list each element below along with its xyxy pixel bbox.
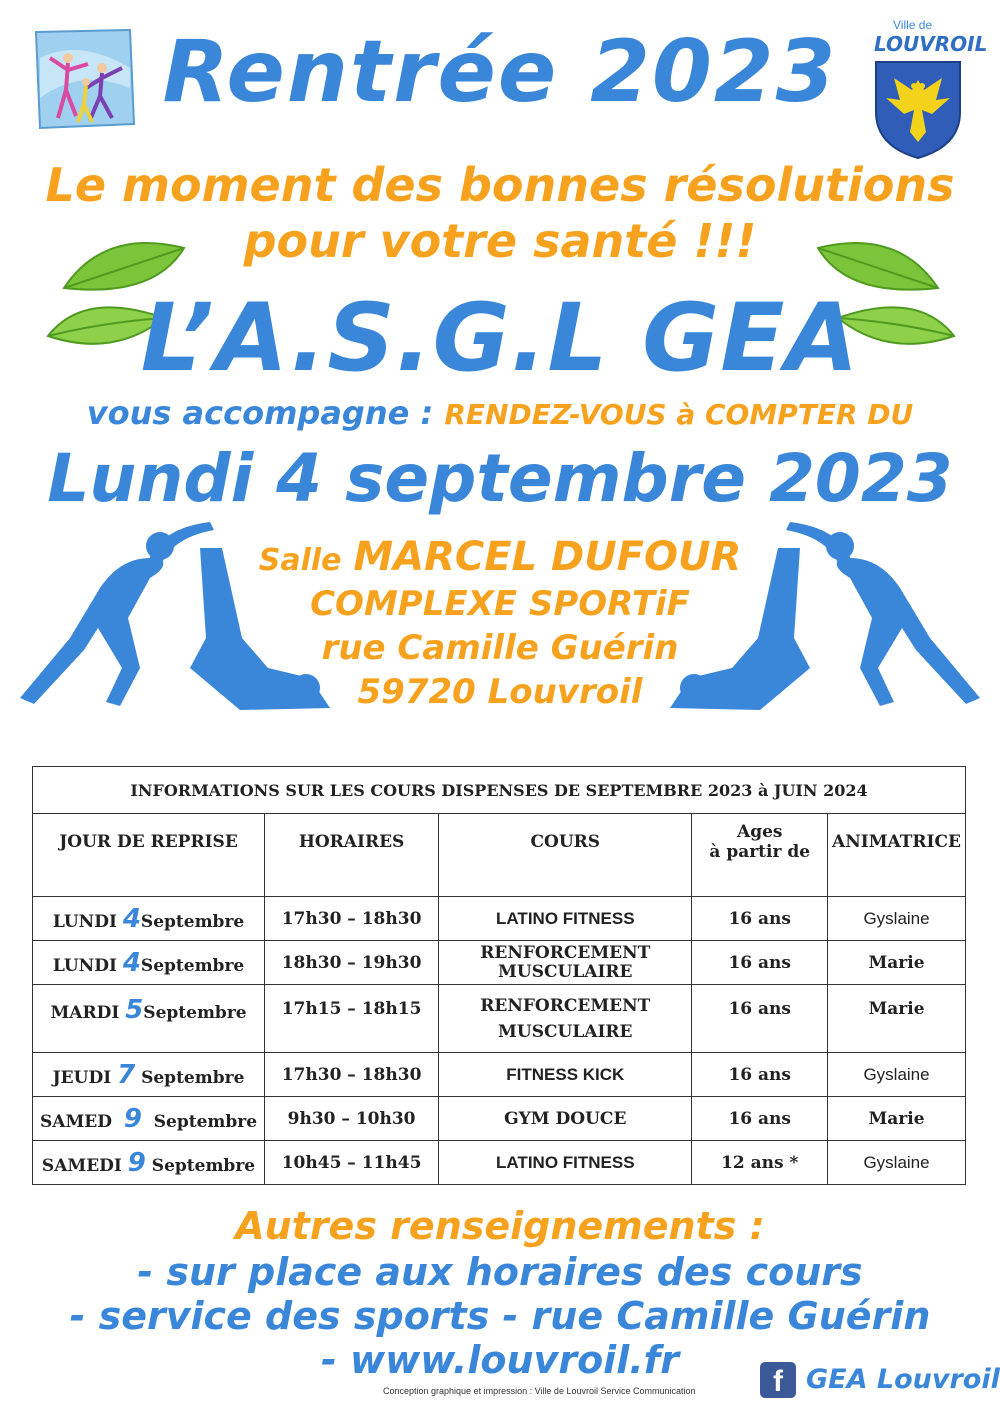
- venue-complex: COMPLEXE SPORTiF: [310, 584, 690, 624]
- schedule-table: [32, 766, 966, 1185]
- cell-instructor: Gyslaine: [828, 1053, 966, 1097]
- club-name: L’A.S.G.L GEA: [140, 284, 860, 393]
- day-name: LUNDI: [52, 911, 117, 932]
- table-row: [33, 1141, 966, 1185]
- credit-text: Conception graphique et impression : Ville de Louvroil Service Communication: [383, 1386, 696, 1396]
- cell-day: [33, 1053, 265, 1097]
- cell-hours: 17h15 – 18h15: [265, 985, 439, 1053]
- page-title: Rentrée 2023: [162, 22, 838, 122]
- cell-course: GYM DOUCE: [439, 1097, 692, 1141]
- venue-salle-prefix: Salle: [258, 543, 342, 578]
- header-course: COURS: [439, 814, 692, 897]
- table-row: [33, 1097, 966, 1141]
- cell-day: [33, 897, 265, 941]
- day-month: Septembre: [153, 1111, 258, 1132]
- cell-instructor: Marie: [828, 941, 966, 985]
- cell-age: 16 ans: [692, 897, 828, 941]
- header-day: JOUR DE REPRISE: [33, 814, 265, 897]
- cell-instructor: Marie: [828, 1097, 966, 1141]
- start-date: Lundi 4 septembre 2023: [47, 440, 953, 517]
- cell-hours: 18h30 – 19h30: [265, 941, 439, 985]
- cell-age: 16 ans: [692, 1053, 828, 1097]
- day-name: JEUDI: [52, 1067, 112, 1088]
- cell-instructor: Gyslaine: [828, 897, 966, 941]
- day-month: Septembre: [140, 955, 245, 976]
- day-name: LUNDI: [52, 955, 117, 976]
- cell-course: FITNESS KICK: [439, 1053, 692, 1097]
- table-caption: INFORMATIONS SUR LES COURS DISPENSES DE SEPTEMBRE 2023 à JUIN 2024: [33, 767, 966, 814]
- day-month: Septembre: [143, 1003, 247, 1023]
- header-ages: [692, 814, 828, 897]
- cell-course: RENFORCEMENT MUSCULAIRE: [439, 985, 692, 1053]
- accompany-suffix: RENDEZ-VOUS à COMPTER DU: [444, 398, 914, 431]
- website-link[interactable]: - www.louvroil.fr: [321, 1338, 679, 1382]
- cell-age: 16 ans: [692, 941, 828, 985]
- cell-course: LATINO FITNESS: [439, 897, 692, 941]
- cell-day: [33, 1141, 265, 1185]
- header-hours: HORAIRES: [265, 814, 439, 897]
- cell-hours: 17h30 – 18h30: [265, 897, 439, 941]
- table-row: [33, 897, 966, 941]
- accompany-line: [0, 394, 1000, 432]
- venue-city: 59720 Louvroil: [357, 672, 643, 712]
- venue-salle-name: MARCEL DUFOUR: [353, 534, 742, 580]
- day-number: 7: [117, 1059, 136, 1090]
- venue-street: rue Camille Guérin: [321, 628, 679, 668]
- day-number: 9: [127, 1147, 146, 1178]
- day-name: MARDI: [50, 1003, 120, 1023]
- day-name: SAMED: [39, 1111, 112, 1132]
- header-ages-line2: à partir de: [709, 842, 811, 862]
- cell-instructor: Marie: [828, 985, 966, 1053]
- tagline-line2: pour votre santé !!!: [243, 214, 757, 268]
- cell-hours: 10h45 – 11h45: [265, 1141, 439, 1185]
- tagline-line1: Le moment des bonnes résolutions: [45, 158, 955, 212]
- cell-course: RENFORCEMENT MUSCULAIRE: [439, 941, 692, 985]
- table-row: [33, 941, 966, 985]
- header-ages-line1: Ages: [737, 822, 783, 842]
- logo-text-line2: LOUVROIL: [874, 32, 988, 56]
- day-month: Septembre: [140, 911, 245, 932]
- more-info-line1: - sur place aux horaires des cours: [137, 1250, 863, 1294]
- venue-salle: [0, 534, 1000, 580]
- facebook-icon[interactable]: f: [760, 1362, 796, 1398]
- cell-hours: 9h30 – 10h30: [265, 1097, 439, 1141]
- cell-day: [33, 941, 265, 985]
- cell-course: LATINO FITNESS: [439, 1141, 692, 1185]
- day-name: SAMEDI: [41, 1155, 122, 1176]
- cell-day: [33, 1097, 265, 1141]
- facebook-label[interactable]: GEA Louvroil: [806, 1364, 1000, 1395]
- day-number: 4: [122, 903, 141, 934]
- cell-day: [33, 985, 265, 1053]
- table-row: [33, 985, 966, 1053]
- day-number: 4: [122, 947, 141, 978]
- cell-age: 16 ans: [692, 1097, 828, 1141]
- cell-hours: 17h30 – 18h30: [265, 1053, 439, 1097]
- accompany-prefix: vous accompagne :: [86, 394, 434, 432]
- cell-instructor: Gyslaine: [828, 1141, 966, 1185]
- day-month: Septembre: [151, 1155, 256, 1176]
- day-number: 9: [123, 1103, 142, 1134]
- day-month: Septembre: [141, 1067, 245, 1088]
- header-instructor: ANIMATRICE: [828, 814, 966, 897]
- day-number: 5: [125, 995, 144, 1025]
- more-info-heading: Autres renseignements :: [235, 1204, 765, 1248]
- cell-age: 16 ans: [692, 985, 828, 1053]
- cell-age: 12 ans *: [692, 1141, 828, 1185]
- table-row: [33, 1053, 966, 1097]
- logo-text-line1: Ville de: [893, 18, 933, 32]
- more-info-line2: - service des sports - rue Camille Guérin: [69, 1294, 931, 1338]
